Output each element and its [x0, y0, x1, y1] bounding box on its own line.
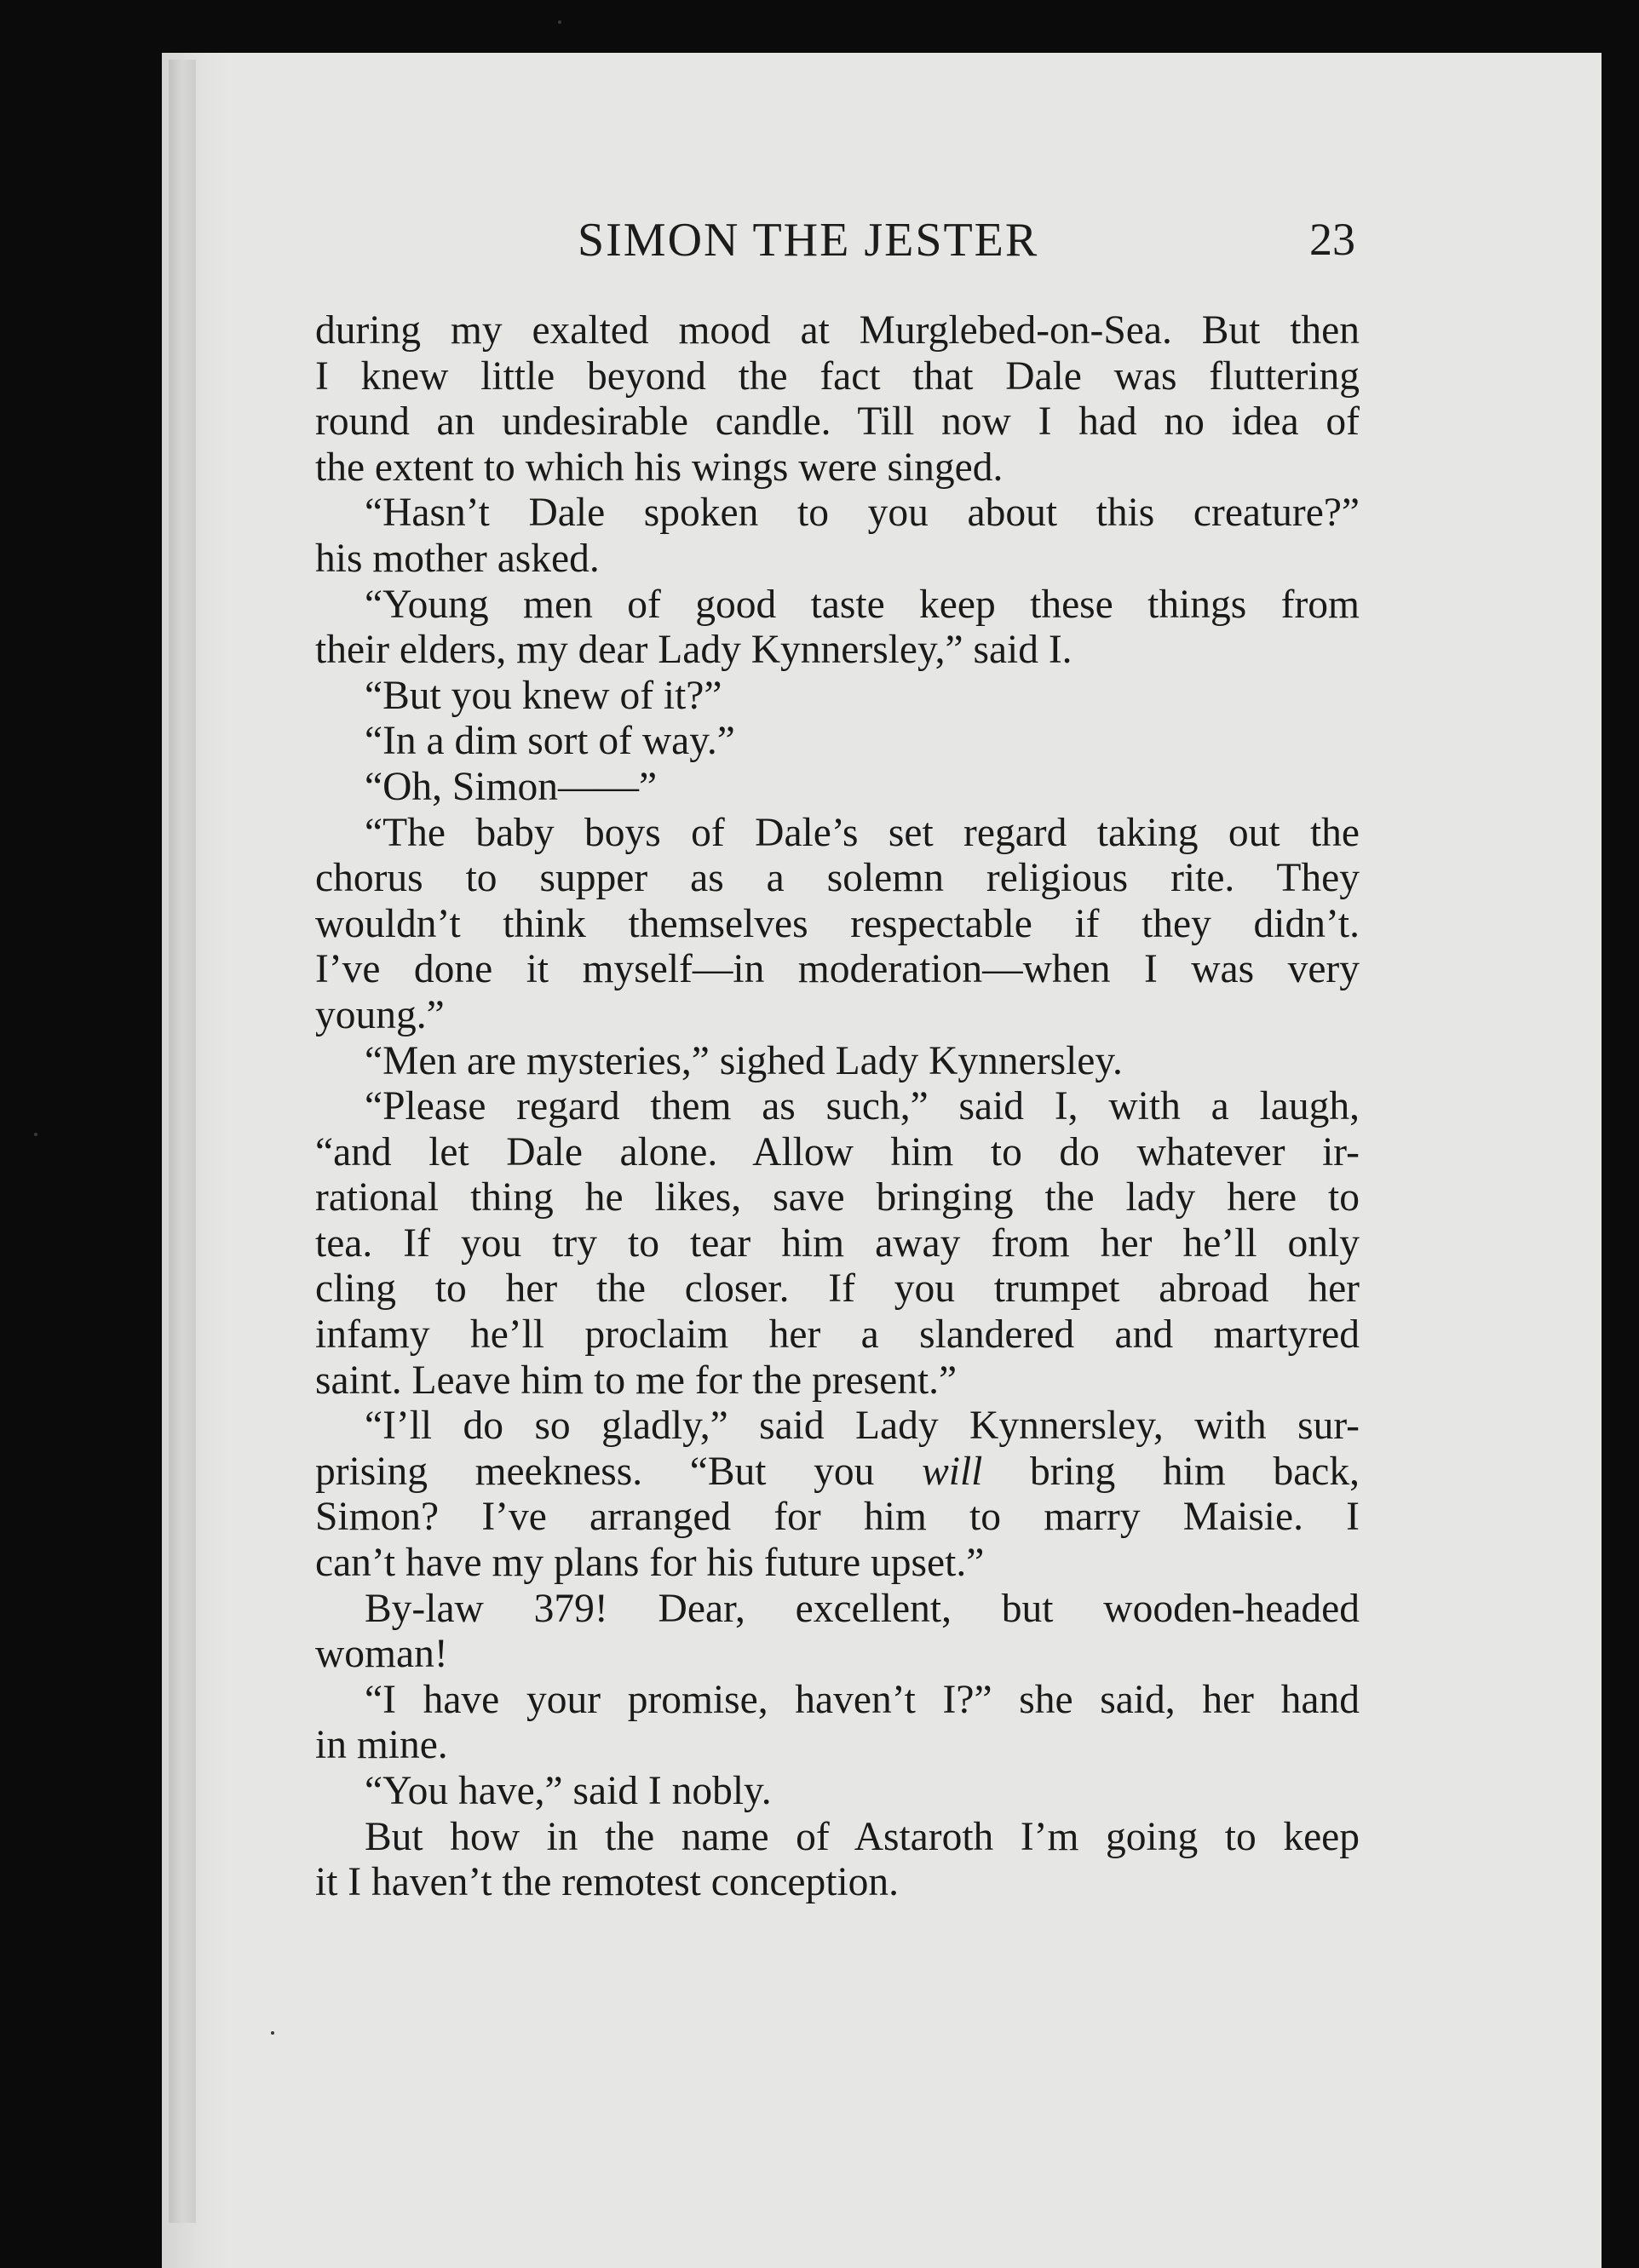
text-line: it I haven’t the remotest conception.: [315, 1860, 900, 1905]
text-line: woman!: [315, 1632, 448, 1677]
text-line: “I have your promise, haven’t I?” she said, her hand: [365, 1677, 1360, 1722]
text-line: “Men are mysteries,” sighed Lady Kynnersley.: [365, 1038, 1123, 1083]
text-line: rational thing he likes, save bringing the lady here to: [315, 1175, 1360, 1220]
text-line: But how in the name of Astaroth I’m going to keep: [365, 1814, 1360, 1859]
page-number: 23: [1309, 214, 1355, 265]
text-line: can’t have my plans for his future upset.”: [315, 1541, 985, 1586]
text-line: “In a dim sort of way.”: [365, 719, 735, 764]
text-line: “Oh, Simon——”: [365, 764, 658, 809]
text-line: “But you knew of it?”: [365, 673, 722, 718]
text-line: “I’ll do so gladly,” said Lady Kynnersley, with sur-: [365, 1404, 1360, 1449]
text-line: “and let Dale alone. Allow him to do whatever ir-: [315, 1129, 1360, 1174]
text-line: wouldn’t think themselves respectable if they didn’t.: [315, 901, 1360, 946]
text-line: “Hasn’t Dale spoken to you about this creature?”: [365, 491, 1360, 536]
text-line: saint. Leave him to me for the present.”: [315, 1358, 958, 1403]
text-line: I knew little beyond the fact that Dale was fluttering: [315, 353, 1360, 399]
scan-speck: [34, 1133, 37, 1136]
text-line: in mine.: [315, 1723, 448, 1768]
text-line: his mother asked.: [315, 536, 600, 581]
text-line-with-emphasis: [315, 1450, 1360, 1496]
text-line: “Young men of good taste keep these things from: [365, 582, 1360, 627]
text-line: the extent to which his wings were singed.: [315, 445, 1004, 490]
text-line-start: prising meekness. “But you: [315, 1449, 923, 1494]
text-line: during my exalted mood at Murglebed-on-Sea. But then: [315, 308, 1360, 353]
text-line: “Please regard them as such,” said I, with a laugh,: [365, 1084, 1360, 1129]
text-line: young.”: [315, 992, 445, 1037]
scan-speck: [558, 20, 561, 24]
emphasized-word: will: [922, 1449, 983, 1494]
text-line: I’ve done it myself—in moderation—when I was very: [315, 947, 1360, 992]
body-text: [315, 308, 1360, 1906]
text-line-end: bring him back,: [982, 1449, 1360, 1494]
running-head: SIMON THE JESTER: [578, 214, 1039, 267]
text-line: infamy he’ll proclaim her a slandered and martyred: [315, 1312, 1360, 1358]
text-line: cling to her the closer. If you trumpet abroad her: [315, 1266, 1360, 1312]
page-header: [318, 213, 1355, 281]
scan-speck: [271, 2031, 274, 2035]
binding-gutter: [169, 60, 196, 2223]
text-line: “You have,” said I nobly.: [365, 1769, 772, 1813]
text-line: “The baby boys of Dale’s set regard taking out the: [365, 810, 1360, 855]
text-line: round an undesirable candle. Till now I had no idea of: [315, 399, 1360, 445]
text-line: tea. If you try to tear him away from her he’ll only: [315, 1220, 1360, 1266]
text-line: their elders, my dear Lady Kynnersley,” said I.: [315, 628, 1073, 673]
text-line: chorus to supper as a solemn religious rite. They: [315, 856, 1360, 901]
text-line: Simon? I’ve arranged for him to marry Maisie. I: [315, 1495, 1360, 1540]
text-line: By-law 379! Dear, excellent, but wooden-headed: [365, 1586, 1360, 1631]
